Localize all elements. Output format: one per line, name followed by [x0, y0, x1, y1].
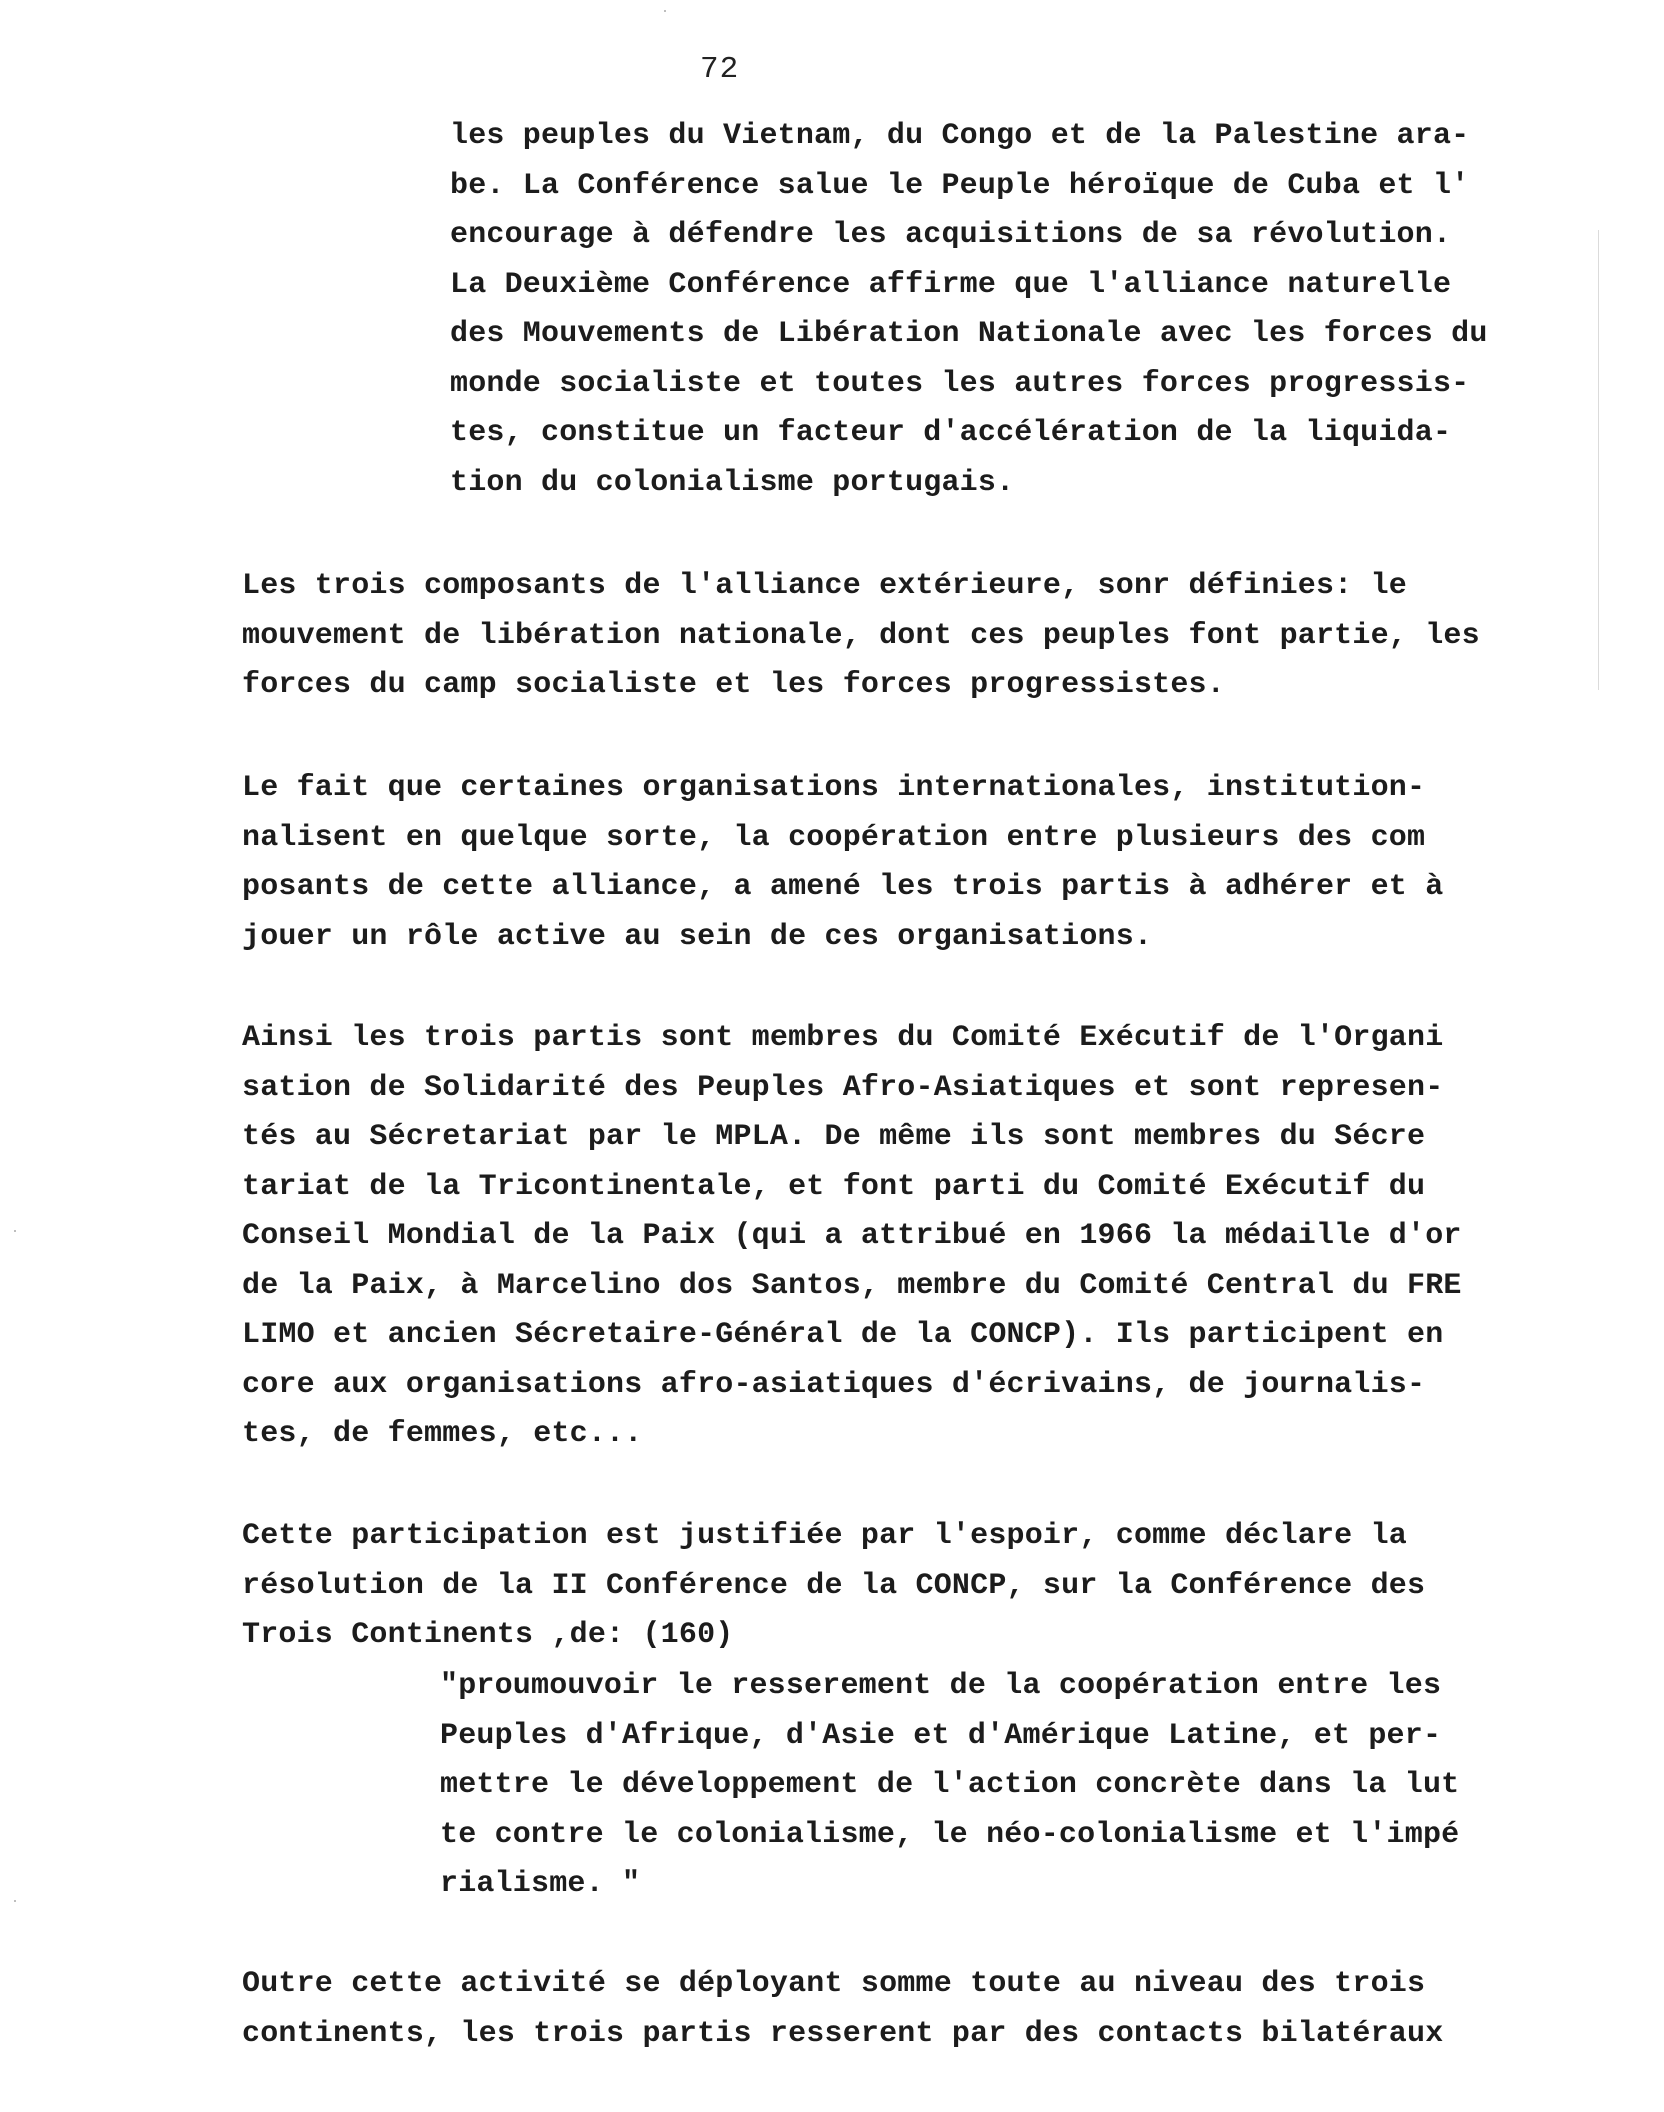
text-line: Cette participation est justifiée par l'espoir, comme déclare la: [242, 1519, 1407, 1553]
text-line: tariat de la Tricontinentale, et font parti du Comité Exécutif du: [242, 1169, 1426, 1204]
paragraph-memberships: [242, 1014, 1622, 1460]
text-line: "proumouvoir le resserement de la coopération entre les: [440, 1669, 1442, 1703]
scan-edge-mark: [1598, 230, 1599, 690]
text-line: monde socialiste et toutes les autres forces progressis-: [450, 366, 1470, 401]
scan-speck: [14, 1230, 16, 1232]
text-line: core aux organisations afro-asiatiques d'écrivains, de journalis-: [242, 1367, 1426, 1402]
text-line: Trois Continents ,de: (160): [242, 1618, 734, 1652]
text-line: nalisent en quelque sorte, la coopération entre plusieurs des com: [242, 820, 1426, 855]
paragraph-three-components: [242, 562, 1622, 711]
text-line: La Deuxième Conférence affirme que l'alliance naturelle: [450, 267, 1452, 302]
text-line: be. La Conférence salue le Peuple héroïque de Cuba et l': [450, 168, 1470, 203]
block-quote: [440, 1662, 1600, 1910]
text-line: mettre le développement de l'action concrète dans la lut: [440, 1768, 1460, 1802]
text-line: tion du colonialisme portugais.: [450, 465, 1015, 500]
scan-speck: [664, 10, 666, 12]
text-line: encourage à défendre les acquisitions de sa révolution.: [450, 218, 1452, 252]
text-line: tés au Sécretariat par le MPLA. De même ils sont membres du Sécre: [242, 1120, 1426, 1154]
text-line: Peuples d'Afrique, d'Asie et d'Amérique Latine, et per-: [440, 1718, 1442, 1753]
text-line: résolution de la II Conférence de la CONCP, sur la Conférence des: [242, 1568, 1426, 1603]
text-line: mouvement de libération nationale, dont ces peuples font partie, les: [242, 618, 1480, 653]
text-line: tes, constitue un facteur d'accélération de la liquida-: [450, 416, 1452, 450]
paragraph-justification: [242, 1512, 1622, 1661]
text-line: continents, les trois partis resserent par des contacts bilatéraux: [242, 2016, 1444, 2051]
page-number: 72: [700, 52, 740, 87]
text-line: Les trois composants de l'alliance extérieure, sonr définies: le: [242, 569, 1407, 603]
text-line: rialisme. ": [440, 1867, 641, 1901]
paragraph-organizations: [242, 764, 1622, 962]
text-line: sation de Solidarité des Peuples Afro-Asiatiques et sont represen-: [242, 1070, 1444, 1105]
paragraph-bilateral: [242, 1960, 1622, 2059]
text-line: jouer un rôle active au sein de ces organisations.: [242, 919, 1153, 954]
text-line: Conseil Mondial de la Paix (qui a attribué en 1966 la médaille d'or: [242, 1219, 1462, 1253]
text-line: forces du camp socialiste et les forces progressistes.: [242, 668, 1225, 702]
text-line: Ainsi les trois partis sont membres du Comité Exécutif de l'Organi: [242, 1021, 1444, 1055]
paragraph-continuation: [450, 112, 1600, 508]
text-line: Outre cette activité se déployant somme toute au niveau des trois: [242, 1967, 1426, 2001]
text-line: des Mouvements de Libération Nationale avec les forces du: [450, 317, 1488, 351]
text-line: te contre le colonialisme, le néo-colonialisme et l'impé: [440, 1817, 1460, 1852]
scan-speck: [14, 1900, 16, 1902]
text-line: les peuples du Vietnam, du Congo et de la Palestine ara-: [450, 119, 1470, 153]
text-line: posants de cette alliance, a amené les trois partis à adhérer et à: [242, 870, 1444, 904]
text-line: tes, de femmes, etc...: [242, 1417, 643, 1451]
text-line: de la Paix, à Marcelino dos Santos, membre du Comité Central du FRE: [242, 1268, 1462, 1303]
text-line: LIMO et ancien Sécretaire-Général de la CONCP). Ils participent en: [242, 1318, 1444, 1352]
text-line: Le fait que certaines organisations internationales, institution-: [242, 771, 1426, 805]
